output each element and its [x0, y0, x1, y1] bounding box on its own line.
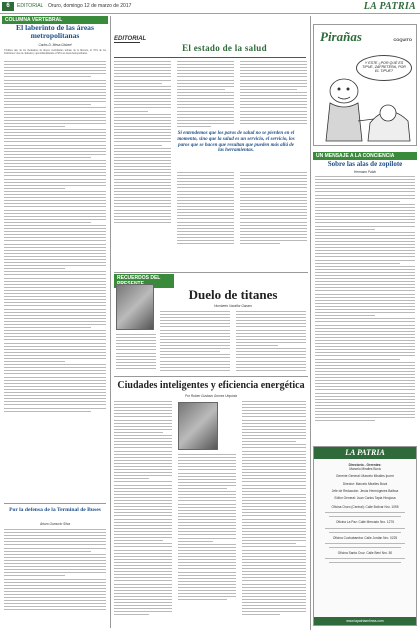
left-divider	[4, 503, 106, 504]
editorial-label: EDITORIAL	[114, 36, 147, 42]
masthead-line: Marcelo Miralles Bová	[349, 467, 381, 472]
left-bottom-body	[4, 529, 106, 613]
column-rule-right	[310, 16, 311, 630]
masthead-brand: LA PATRIA	[314, 447, 416, 459]
left-article-title: El laberinto de las áreas metropolitanas	[16, 23, 94, 41]
duelo-title: Duelo de titanes	[188, 287, 278, 302]
masthead-line: Gerente General: Marcelo Miralles Iporre	[336, 474, 394, 479]
ciudades-col-1	[114, 401, 172, 618]
editorial-col-3b	[240, 172, 307, 246]
section-name: EDITORIAL	[17, 3, 44, 9]
page-number: 6	[2, 2, 14, 11]
right-column-label: UN MENSAJE A LA CONCIENCIA	[313, 152, 417, 160]
left-article-body	[4, 61, 106, 414]
left-bottom-title: Por la defensa de la Terminal de Buses	[9, 507, 101, 513]
left-article-byline: Carlos D. Mesa Gisbert	[38, 43, 72, 47]
dateline: Oruro, domingo 12 de marzo de 2017	[48, 3, 132, 9]
duelo-col-1	[160, 311, 230, 373]
brand-logo: LA PATRIA	[363, 1, 416, 12]
author-photo	[116, 284, 154, 330]
duelo-col-0	[116, 334, 156, 371]
editorial-pullquote: Si entendemos que los paros de salud no se pierden en el momento, sino que la salud es un servicio, el servicio, los paros que se hacen que resultan que pueden más allá de las herramientas.	[177, 131, 295, 154]
ciudades-col-2	[178, 454, 236, 603]
column-label: COLUMNA VERTEBRAL	[2, 16, 108, 24]
masthead-line: Editor General: Juan Carlos Tapia Hinojosa	[334, 496, 396, 501]
masthead-footer: www.lapatriaenlinea.com	[314, 617, 416, 625]
column-rule	[110, 16, 111, 628]
masthead-box	[313, 446, 417, 626]
cartoon-credit: COQUITO	[393, 37, 412, 42]
masthead-line: Oficina Oruro (Central): Calle Bolívar Nro. 1095	[331, 505, 399, 510]
page-header	[0, 0, 420, 14]
editorial-col-2	[177, 61, 234, 129]
masthead-line: Jefe de Redacción: Jesús Hermógenes Balboa	[331, 488, 399, 493]
editorial-col-2b	[177, 172, 234, 246]
masthead-line: Directorio - Gerentes:	[348, 463, 382, 467]
ciudades-byline: Por Ruben Gustavo Gomez Urquiola	[185, 394, 237, 398]
editorial-title: El estado de la salud	[182, 43, 267, 53]
masthead-line: Director: Marcelo Miralles Bová	[342, 481, 388, 486]
editorial-col-1	[114, 61, 171, 225]
right-article-body	[315, 176, 415, 424]
duelo-label: RECUERDOS DEL	[114, 274, 174, 288]
left-bottom-byline: Arturo Gumucio Silva	[39, 522, 71, 526]
masthead-line: Oficina Cochabamba: Calle Jordán Nro. 0225	[332, 535, 398, 540]
masthead-line: Oficina La Paz: Calle Mercado Nro. 1275	[336, 520, 394, 525]
ciudades-rule	[114, 376, 308, 377]
editorial-col-3	[240, 61, 307, 126]
cartoon-logo: Pirañas	[320, 29, 362, 44]
author-photo-2	[178, 402, 218, 450]
editorial-rule	[114, 57, 306, 58]
masthead-staff	[317, 463, 413, 566]
right-article-title: Sobre las alas de zopilote	[327, 160, 403, 168]
cartoon-panel	[313, 24, 417, 146]
right-article-byline: Hermano Pablo	[353, 170, 377, 174]
masthead-line: Oficina Santa Cruz: Calle Beni Nro. 50	[337, 550, 393, 555]
duelo-col-2	[236, 311, 306, 373]
ciudades-title: Ciudades inteligentes y eficiencia energética	[117, 380, 305, 391]
cartoon-drawing	[318, 71, 414, 143]
duelo-rule	[114, 272, 308, 273]
duelo-byline: Humberto Vacaflor Ganam	[214, 304, 252, 308]
left-article-lead: Vivimos uno de los momentos de mayor crecimiento urbano de la historia, el 70% de los bolivianos vive en ciudades y aproximadamente el 50% en áreas metropolitanas.	[4, 49, 106, 56]
ciudades-col-3	[242, 401, 306, 618]
cartoon-speech-bubble: Y ESTE ¿POR QUÉ ES TIPUE, ZAFRETERA, POR EL TIPUE?	[356, 55, 412, 81]
